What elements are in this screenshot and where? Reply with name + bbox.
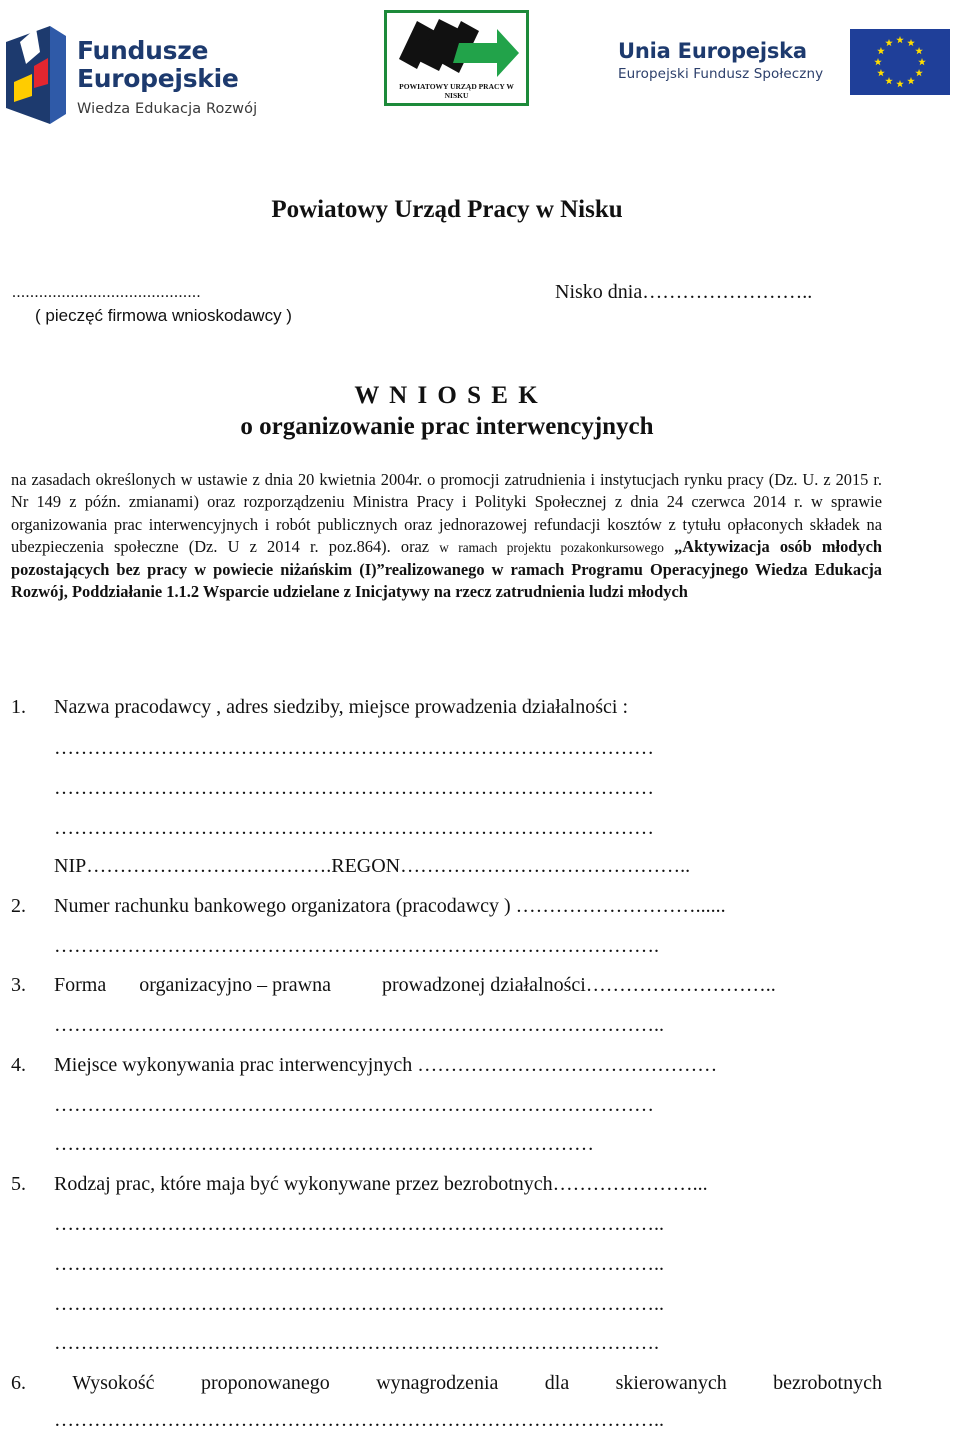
item-label-word-1: Forma xyxy=(54,974,107,996)
answer-line-5b[interactable]: ……………………………………………………………………………….. xyxy=(54,1253,664,1275)
ue-logo-line2: Europejski Fundusz Społeczny xyxy=(618,66,824,82)
answer-line-3a[interactable]: ……………………………………………………………………………….. xyxy=(54,1014,664,1036)
legal-basis-programme: „Aktywizacja osób młodych pozostających bez pracy w powiecie niżańskim (I)”realizowanego w ramach Programu Operacyjnego Wiedza Edukacja Rozwój, Poddziałanie 1.1.2 Wsparcie udzielane z Inicjatywy na rzecz zatrudnienia ludzi młodych xyxy=(11,536,882,602)
answer-line-4b[interactable]: ……………………………………………………………………… xyxy=(54,1133,594,1155)
answer-line-4a[interactable]: ……………………………………………………………………………… xyxy=(54,1094,654,1116)
item-label-word-3[interactable]: prowadzonej działalności……………………….. xyxy=(382,974,776,996)
answer-line-5d[interactable]: ………………………………………………………………………………. xyxy=(54,1332,659,1354)
answer-line-5c[interactable]: ……………………………………………………………………………….. xyxy=(54,1293,664,1315)
item-word: proponowanego xyxy=(200,1372,330,1394)
item-label: Nazwa pracodawcy , adres siedziby, miejsce prowadzenia działalności : xyxy=(54,696,629,718)
answer-line-1a[interactable]: ……………………………………………………………………………… xyxy=(54,737,654,759)
answer-line-2a[interactable]: ………………………………………………………………………………. xyxy=(54,935,659,957)
legal-basis-project: w ramach projektu pozakonkursowego xyxy=(439,539,664,555)
pup-logo-text: POWIATOWY URZĄD PRACY W NISKU xyxy=(399,82,514,100)
item-label[interactable]: Numer rachunku bankowego organizatora (pracodawcy ) ………………………...... xyxy=(54,895,726,917)
stamp-placeholder-dots: .......................................... xyxy=(12,284,201,301)
item-label[interactable]: Miejsce wykonywania prac interwencyjnych ……………………………………… xyxy=(54,1054,718,1076)
item-word: wynagrodzenia xyxy=(376,1372,499,1394)
item-number: 2. xyxy=(11,895,26,917)
stamp-label: ( pieczęć firmowa wnioskodawcy ) xyxy=(35,306,292,325)
header-logos xyxy=(0,0,960,135)
fe-logo-line2: Europejskie xyxy=(77,64,239,93)
answer-line-6a[interactable]: ……………………………………………………………………………….. xyxy=(54,1409,664,1431)
form-item-4 xyxy=(11,1054,717,1077)
item-number: 3. xyxy=(11,974,26,996)
answer-line-1b[interactable]: ……………………………………………………………………………… xyxy=(54,777,654,799)
legal-basis-paragraph xyxy=(11,469,882,604)
form-item-2 xyxy=(11,895,726,918)
nip-regon-field[interactable]: NIP……………………………….REGON…………………………………….. xyxy=(54,855,691,877)
answer-line-5a[interactable]: ……………………………………………………………………………….. xyxy=(54,1213,664,1235)
fe-logo-line3: Wiedza Edukacja Rozwój xyxy=(77,101,258,117)
item-number: 5. xyxy=(11,1173,26,1195)
form-subtitle: o organizowanie prac interwencyjnych xyxy=(240,413,654,440)
office-title: Powiatowy Urząd Pracy w Nisku xyxy=(271,196,623,223)
item-word: skierowanych xyxy=(615,1372,727,1394)
fundusze-europejskie-logo-text xyxy=(77,37,257,119)
form-item-1 xyxy=(11,696,628,719)
item-number: 4. xyxy=(11,1054,26,1076)
form-title: W N I O S E K xyxy=(354,382,540,409)
legal-basis-text: na zasadach określonych w ustawie z dnia 20 kwietnia 2004r. o promocji zatrudnienia i instytucjach rynku pracy (Dz. U. z 2015 r. Nr 149 z późn. zmianami) oraz rozporządzeniu Ministra Pracy i Polityki Społecznej z dnia 24 czerwca 2014 r. w sprawie organizowania prac interwencyjnych i robót publicznych oraz jednorazowej refundacji kosztów z tytułu opłaconych składek na ubezpieczenia społeczne (Dz. U z 2014 r. poz.864). oraz xyxy=(11,470,882,556)
form-item-3 xyxy=(11,974,776,997)
pup-arrow-icon xyxy=(393,15,521,81)
unia-europejska-logo-text xyxy=(618,38,823,84)
ue-logo-line1: Unia Europejska xyxy=(618,39,807,63)
item-label[interactable]: Rodzaj prac, które maja być wykonywane przez bezrobotnych…………………... xyxy=(54,1173,708,1195)
item-word: Wysokość xyxy=(72,1372,155,1394)
eu-flag-icon xyxy=(850,29,950,95)
form-item-5 xyxy=(11,1173,708,1196)
fundusze-europejskie-flag-icon xyxy=(6,26,68,124)
item-number: 6. xyxy=(11,1372,26,1394)
answer-line-1c[interactable]: ……………………………………………………………………………… xyxy=(54,817,654,839)
pup-logo xyxy=(384,10,529,106)
item-word: dla xyxy=(544,1372,570,1394)
date-field[interactable]: Nisko dnia…………………….. xyxy=(555,281,813,303)
item-number: 1. xyxy=(11,696,26,718)
fe-logo-line1: Fundusze xyxy=(77,36,209,65)
item-label-word-2: organizacyjno – prawna xyxy=(139,974,331,996)
item-word: bezrobotnych xyxy=(773,1372,882,1394)
form-item-6 xyxy=(11,1372,882,1395)
